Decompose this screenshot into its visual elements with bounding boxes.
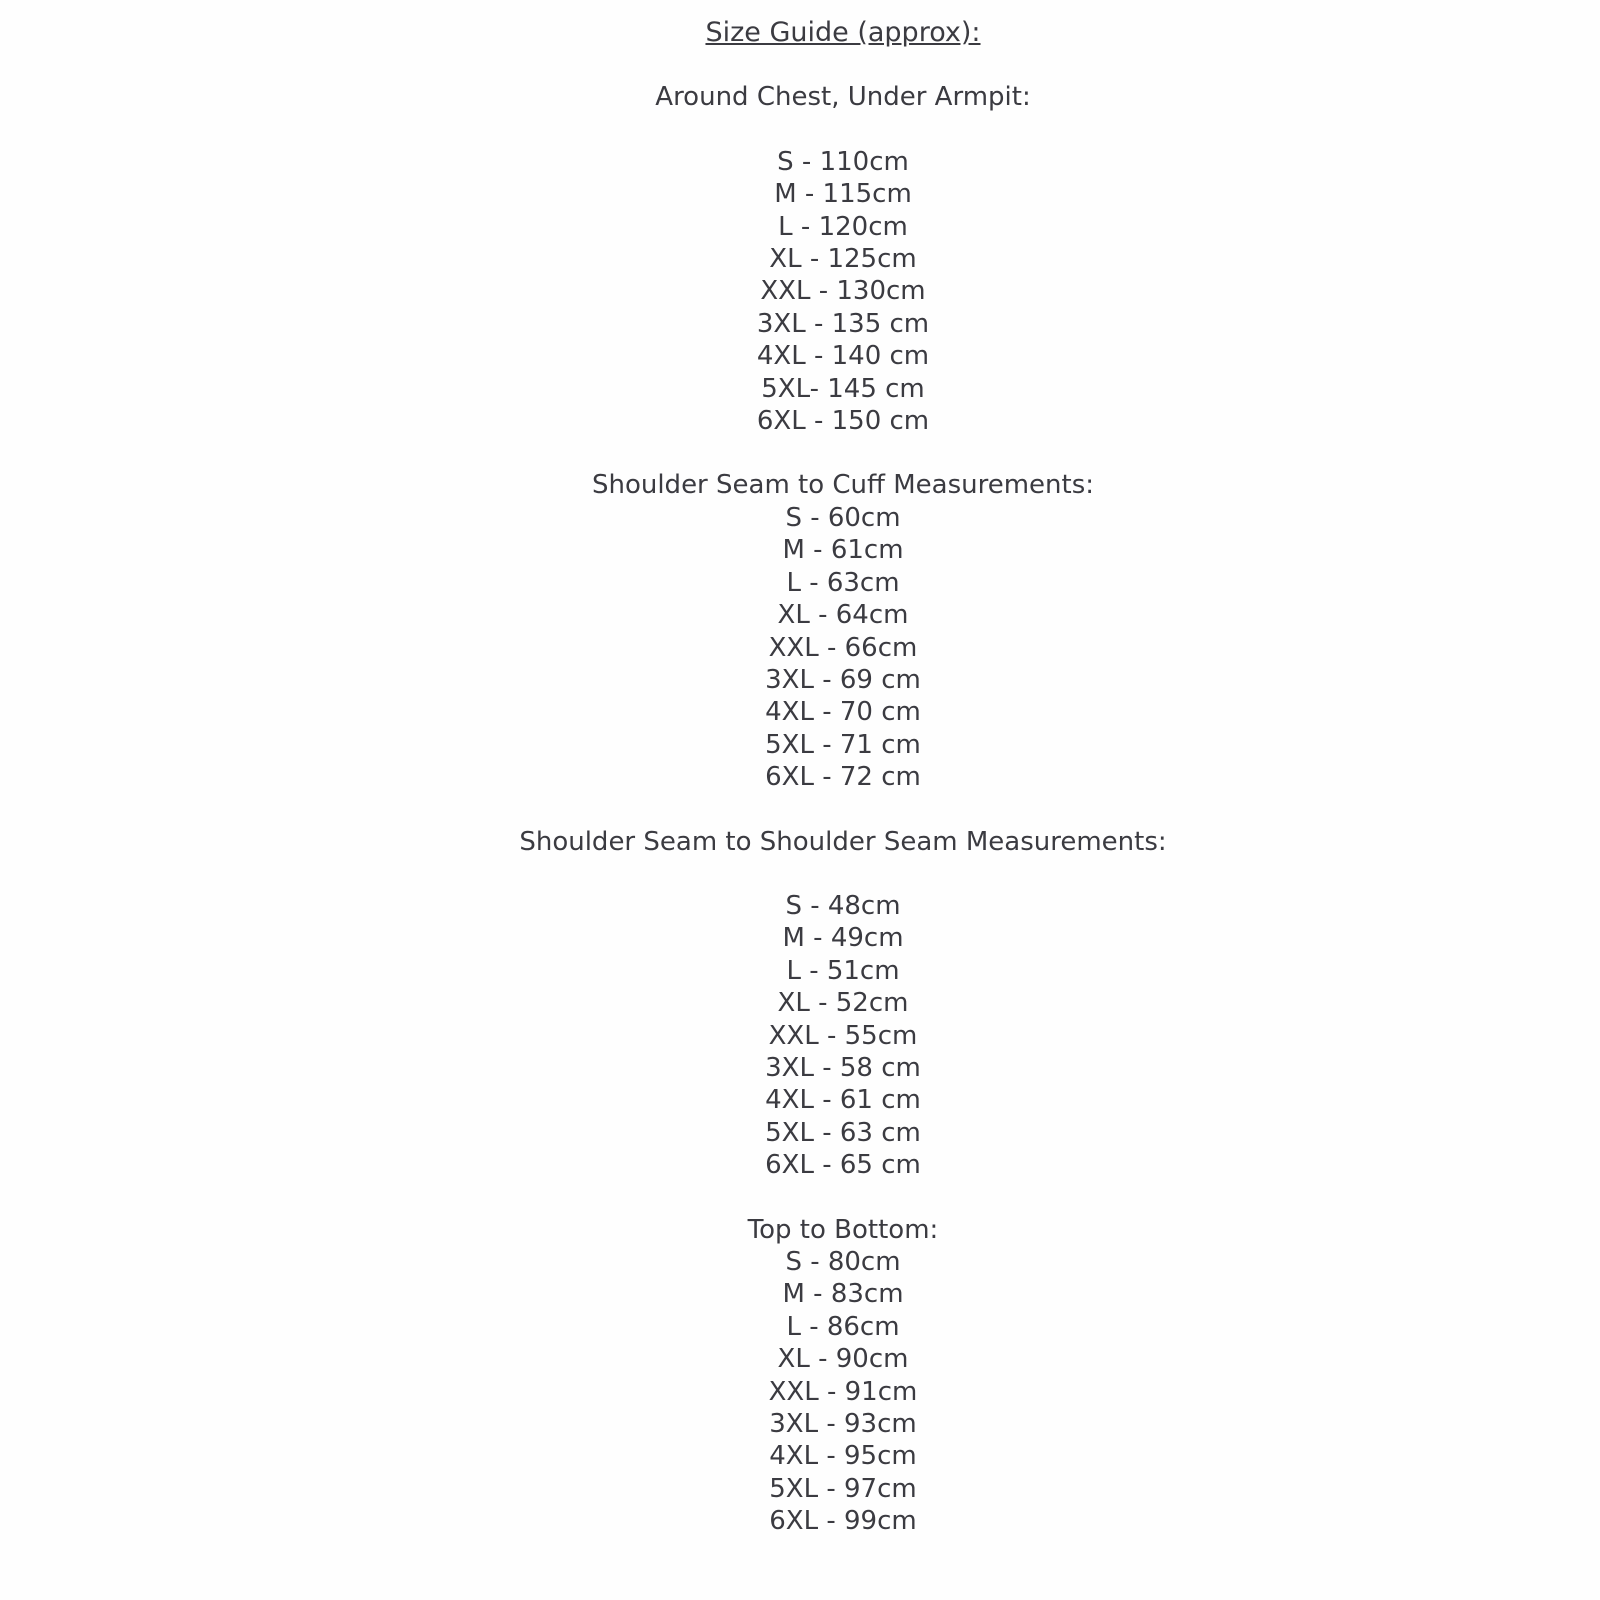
section-heading-shoulder: Shoulder Seam to Shoulder Seam Measurements: (519, 826, 1167, 857)
size-row: 4XL - 95cm (769, 1441, 917, 1472)
size-row: 5XL - 97cm (769, 1473, 917, 1504)
section-cuff (86, 469, 1600, 793)
size-row: M - 61cm (782, 535, 904, 566)
size-row: M - 49cm (782, 923, 904, 954)
size-row: 3XL - 135 cm (756, 308, 930, 339)
size-row: S - 110cm (777, 146, 909, 177)
size-row: 5XL- 145 cm (761, 373, 925, 404)
size-row: XXL - 91cm (768, 1376, 918, 1407)
section-shoulder (86, 826, 1600, 1182)
size-row: 6XL - 72 cm (765, 762, 921, 793)
size-row: XXL - 130cm (760, 276, 926, 307)
size-row: L - 120cm (778, 211, 908, 242)
section-heading-cuff: Shoulder Seam to Cuff Measurements: (591, 470, 1095, 501)
size-row: XL - 90cm (777, 1344, 909, 1375)
size-row: XL - 125cm (769, 244, 917, 275)
size-row: 6XL - 150 cm (756, 406, 930, 437)
size-row: XL - 52cm (777, 988, 909, 1019)
size-row: XXL - 66cm (768, 632, 918, 663)
size-row: M - 115cm (774, 179, 912, 210)
section-length (86, 1214, 1600, 1538)
size-row: XXL - 55cm (768, 1020, 918, 1051)
size-row: 3XL - 93cm (769, 1409, 917, 1440)
size-row: M - 83cm (782, 1279, 904, 1310)
page-title: Size Guide (approx): (705, 17, 981, 48)
size-row: L - 63cm (786, 567, 900, 598)
size-row: 6XL - 65 cm (765, 1150, 921, 1181)
size-row: XL - 64cm (777, 600, 909, 631)
size-row: 6XL - 99cm (769, 1506, 917, 1537)
section-chest (86, 81, 1600, 437)
size-row: 5XL - 71 cm (765, 729, 921, 760)
section-heading-length: Top to Bottom: (747, 1214, 939, 1245)
size-row: 4XL - 70 cm (765, 697, 921, 728)
size-row: 3XL - 69 cm (765, 664, 921, 695)
size-row: 4XL - 61 cm (765, 1085, 921, 1116)
size-row: 5XL - 63 cm (765, 1117, 921, 1148)
size-row: S - 60cm (785, 502, 901, 533)
size-row: 4XL - 140 cm (756, 341, 930, 372)
size-row: S - 80cm (785, 1247, 901, 1277)
size-row: L - 86cm (786, 1311, 900, 1342)
size-guide-document (86, 0, 1600, 1538)
section-heading-chest: Around Chest, Under Armpit: (655, 82, 1031, 113)
size-row: S - 48cm (785, 890, 901, 921)
size-row: 3XL - 58 cm (765, 1052, 921, 1083)
size-row: L - 51cm (786, 955, 900, 986)
